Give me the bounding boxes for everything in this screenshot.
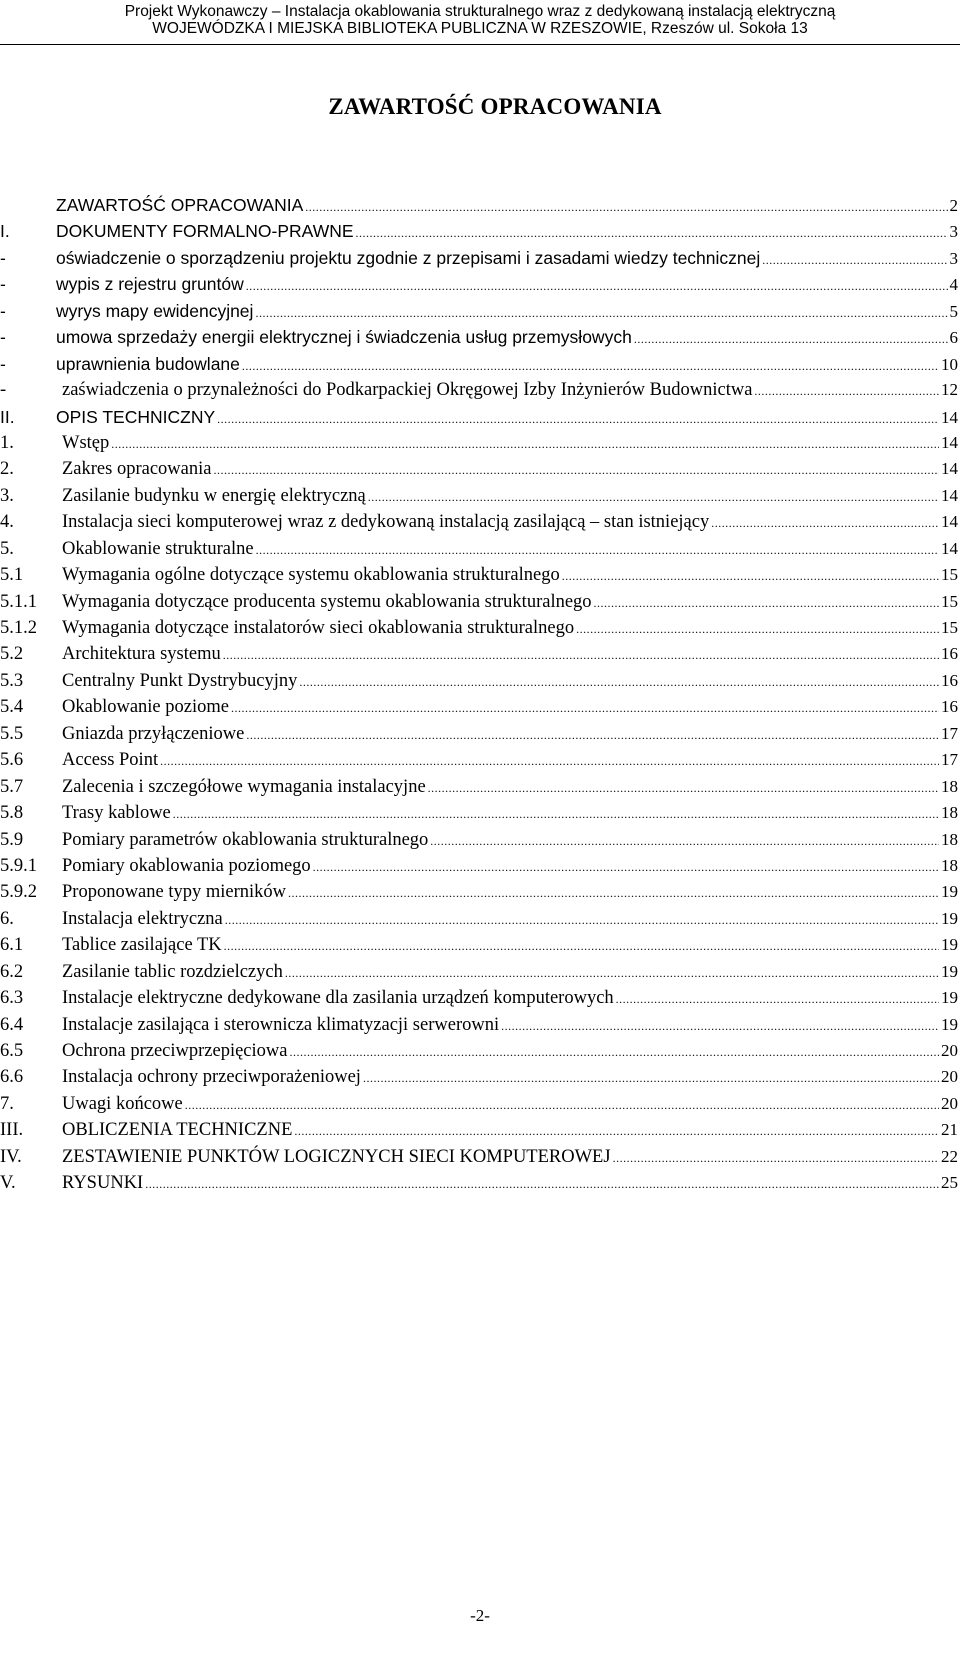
- toc-entry-title: Instalacje elektryczne dedykowane dla zasilania urządzeń komputerowych: [62, 988, 614, 1009]
- toc-entry-page: 14: [941, 485, 958, 505]
- toc-dot-leader: [634, 326, 948, 352]
- toc-dot-leader: [299, 669, 939, 695]
- toc-entry-number: 5.8: [0, 803, 24, 824]
- toc-dot-leader: [430, 828, 939, 854]
- toc-entry-number: 5.7: [0, 776, 24, 797]
- toc-entry-title: Centralny Punkt Dystrybucyjny: [62, 670, 298, 691]
- toc-entry-title: Instalacja ochrony przeciwporażeniowej: [62, 1067, 361, 1088]
- toc-entry-number: 5.6: [0, 750, 24, 771]
- toc-entry-page: 12: [941, 380, 958, 400]
- toc-entry[interactable]: [0, 747, 958, 773]
- toc-entry-number: 5.5: [0, 723, 24, 744]
- toc-dot-leader: [213, 457, 939, 483]
- toc-entry-title: Wymagania dotyczące instalatorów sieci okablowania strukturalnego: [62, 618, 575, 638]
- toc-entry-title: Ochrona przeciwprzepięciowa: [62, 1041, 288, 1061]
- toc-entry-page: 20: [941, 1067, 958, 1087]
- toc-entry-page: 14: [941, 512, 958, 532]
- toc-entry-number: 5.1.1: [0, 591, 37, 612]
- toc-entry-page: 15: [941, 591, 958, 611]
- toc-entry[interactable]: [0, 721, 958, 747]
- toc-entry-title: Tablice zasilające TK: [62, 935, 222, 956]
- toc-entry[interactable]: [0, 1117, 958, 1143]
- toc-entry-page: 3: [949, 222, 958, 242]
- toc-dot-leader: [185, 1092, 939, 1118]
- toc-entry-title: wyrys mapy ewidencyjnej: [56, 300, 254, 321]
- toc-entry-title: Zalecenia i szczegółowe wymagania instalacyjne: [62, 776, 426, 797]
- toc-dot-leader: [428, 775, 939, 801]
- toc-entry[interactable]: [0, 827, 958, 853]
- toc-entry-number: 1.: [0, 432, 14, 453]
- toc-dot-leader: [224, 933, 939, 959]
- toc-dot-leader: [145, 1171, 939, 1197]
- toc-entry-title: Trasy kablowe: [62, 803, 171, 824]
- toc-entry-title: Gniazda przyłączeniowe: [62, 723, 245, 744]
- toc-entry-number: 6.4: [0, 1014, 24, 1035]
- toc-entry-page: 18: [941, 776, 958, 796]
- toc-entry-page: 17: [941, 723, 958, 743]
- toc-entry-number: 7.: [0, 1093, 14, 1114]
- toc-dot-leader: [594, 590, 939, 616]
- toc-entry[interactable]: [0, 245, 958, 271]
- toc-entry-title: Zasilanie budynku w energię elektryczną: [62, 485, 366, 506]
- toc-entry[interactable]: [0, 218, 958, 244]
- toc-entry-page: 14: [941, 407, 958, 427]
- toc-entry-title: RYSUNKI: [62, 1173, 144, 1194]
- header-divider: [0, 44, 960, 45]
- toc-dot-leader: [217, 406, 939, 432]
- toc-dot-leader: [368, 484, 939, 510]
- toc-entry[interactable]: [0, 1064, 958, 1090]
- toc-entry-title: Instalacja sieci komputerowej wraz z dedykowaną instalacją zasilającą – stan istniejący: [62, 512, 710, 533]
- toc-dot-leader: [613, 1145, 939, 1171]
- toc-entry[interactable]: [0, 536, 958, 562]
- toc-entry-page: 14: [941, 538, 958, 558]
- toc-entry[interactable]: [0, 879, 958, 905]
- toc-entry[interactable]: [0, 615, 958, 641]
- toc-entry-page: 6: [949, 328, 958, 348]
- toc-entry-page: 19: [941, 961, 958, 981]
- toc-entry-number: 4.: [0, 512, 14, 533]
- toc-dot-leader: [111, 431, 939, 457]
- toc-entry-number: II.: [0, 406, 15, 427]
- toc-entry-number: -: [0, 327, 6, 348]
- toc-entry-page: 18: [941, 855, 958, 875]
- toc-dot-leader: [256, 537, 939, 563]
- toc-dot-leader: [289, 1039, 939, 1065]
- table-of-contents: [0, 192, 958, 1197]
- toc-entry[interactable]: [0, 483, 958, 509]
- toc-dot-leader: [711, 510, 939, 536]
- toc-entry[interactable]: [0, 800, 958, 826]
- toc-entry[interactable]: [0, 694, 958, 720]
- toc-entry[interactable]: [0, 985, 958, 1011]
- toc-entry-number: 5.1.2: [0, 618, 37, 638]
- toc-entry-page: 18: [941, 803, 958, 823]
- toc-entry-number: IV.: [0, 1146, 22, 1167]
- toc-dot-leader: [616, 986, 939, 1012]
- toc-entry-number: -: [0, 300, 6, 321]
- toc-dot-leader: [231, 695, 939, 721]
- toc-entry-page: 19: [941, 988, 958, 1008]
- toc-entry-title: Okablowanie poziome: [62, 697, 229, 718]
- toc-entry[interactable]: [0, 562, 958, 588]
- toc-dot-leader: [305, 194, 947, 220]
- toc-entry[interactable]: [0, 774, 958, 800]
- toc-entry-title: Wymagania dotyczące producenta systemu okablowania strukturalnego: [62, 591, 592, 612]
- header-institution-address: WOJEWÓDZKA I MIEJSKA BIBLIOTEKA PUBLICZNA W RZESZOWIE, Rzeszów ul. Sokoła 13: [152, 20, 808, 37]
- toc-entry-title: ZESTAWIENIE PUNKTÓW LOGICZNYCH SIECI KOMPUTEROWEJ: [62, 1146, 611, 1167]
- toc-entry-number: 5.9.2: [0, 882, 37, 903]
- toc-entry-number: 6.5: [0, 1041, 24, 1061]
- toc-entry-page: 14: [941, 459, 958, 479]
- toc-entry-number: -: [0, 247, 6, 268]
- toc-entry-page: 20: [941, 1041, 958, 1060]
- toc-entry-title: OPIS TECHNICZNY: [56, 406, 216, 427]
- toc-entry-title: Uwagi końcowe: [62, 1093, 183, 1114]
- toc-entry-page: 19: [941, 1014, 958, 1034]
- toc-entry-page: 10: [941, 354, 958, 374]
- toc-entry-number: -: [0, 380, 7, 401]
- toc-entry-page: 19: [941, 908, 958, 928]
- toc-entry[interactable]: [0, 404, 958, 430]
- toc-entry-page: 22: [941, 1146, 958, 1166]
- toc-entry[interactable]: [0, 324, 958, 350]
- toc-entry-title: Architektura systemu: [62, 644, 221, 665]
- toc-entry-title: Instalacje zasilająca i sterownicza klimatyzacji serwerowni: [62, 1014, 500, 1035]
- toc-dot-leader: [762, 247, 947, 273]
- toc-entry[interactable]: [0, 377, 958, 403]
- toc-entry-number: 3.: [0, 485, 14, 506]
- toc-entry-page: 20: [941, 1093, 958, 1113]
- toc-entry[interactable]: [0, 1091, 958, 1117]
- toc-entry-page: 16: [941, 670, 958, 690]
- toc-entry-page: 19: [941, 882, 958, 902]
- toc-entry-title: Zasilanie tablic rozdzielczych: [62, 961, 283, 982]
- toc-entry-number: 6.1: [0, 935, 24, 956]
- toc-entry-title: Pomiary okablowania poziomego: [62, 855, 311, 876]
- toc-dot-leader: [576, 616, 939, 642]
- toc-entry-number: 5.: [0, 538, 14, 559]
- toc-entry[interactable]: [0, 668, 958, 694]
- toc-entry-page: 2: [949, 196, 958, 215]
- toc-entry-title: Wstęp: [62, 432, 110, 453]
- toc-entry-number: 6.2: [0, 961, 24, 982]
- toc-entry-title: Wymagania ogólne dotyczące systemu okablowania strukturalnego: [62, 565, 560, 586]
- toc-dot-leader: [285, 960, 939, 986]
- toc-dot-leader: [356, 220, 948, 246]
- toc-entry-title: Pomiary parametrów okablowania strukturalnego: [62, 829, 429, 850]
- toc-entry-page: 21: [941, 1120, 958, 1140]
- toc-entry-page: 4: [949, 275, 958, 295]
- toc-entry-page: 17: [941, 750, 958, 770]
- toc-dot-leader: [246, 722, 939, 748]
- toc-entry-number: 6.: [0, 908, 14, 929]
- toc-entry-title: umowa sprzedaży energii elektrycznej i świadczenia usług przemysłowych: [56, 327, 632, 348]
- toc-dot-leader: [288, 880, 939, 906]
- toc-entry-page: 19: [941, 935, 958, 955]
- toc-entry[interactable]: [0, 641, 958, 667]
- toc-dot-leader: [160, 748, 939, 774]
- toc-entry-number: 6.6: [0, 1067, 24, 1088]
- toc-entry-title: uprawnienia budowlane: [56, 353, 240, 374]
- toc-dot-leader: [242, 353, 939, 379]
- toc-entry[interactable]: [0, 1144, 958, 1170]
- toc-entry[interactable]: [0, 589, 958, 615]
- toc-entry-number: 6.3: [0, 988, 24, 1009]
- toc-dot-leader: [313, 854, 939, 880]
- toc-entry-page: 3: [949, 248, 958, 268]
- toc-entry-title: Instalacja elektryczna: [62, 908, 223, 929]
- toc-entry[interactable]: [0, 906, 958, 932]
- toc-entry[interactable]: [0, 509, 958, 535]
- toc-entry[interactable]: [0, 298, 958, 324]
- toc-dot-leader: [173, 801, 939, 827]
- toc-entry-number: 5.9.1: [0, 855, 37, 876]
- toc-entry-title: Access Point: [62, 750, 159, 771]
- toc-entry-title: wypis z rejestru gruntów: [56, 274, 244, 295]
- toc-entry-title: zaświadczenia o przynależności do Podkarpackiej Okręgowej Izby Inżynierów Budownictwa: [62, 380, 753, 401]
- toc-entry-number: I.: [0, 221, 10, 242]
- toc-entry-page: 16: [941, 644, 958, 664]
- toc-entry[interactable]: [0, 271, 958, 297]
- toc-entry[interactable]: [0, 959, 958, 985]
- toc-entry-page: 15: [941, 565, 958, 585]
- document-title: ZAWARTOŚĆ OPRACOWANIA: [328, 94, 662, 119]
- toc-entry-title: Zakres opracowania: [62, 459, 212, 480]
- toc-entry-number: -: [0, 274, 6, 295]
- page-number: -2-: [470, 1606, 490, 1625]
- toc-entry-title: Proponowane typy mierników: [62, 882, 287, 903]
- toc-entry-page: 5: [949, 301, 958, 321]
- toc-entry[interactable]: [0, 456, 958, 482]
- toc-entry-page: 25: [941, 1173, 958, 1193]
- toc-entry[interactable]: [0, 1170, 958, 1196]
- toc-entry-title: OBLICZENIA TECHNICZNE: [62, 1120, 293, 1141]
- toc-dot-leader: [225, 907, 939, 933]
- toc-entry-number: 5.4: [0, 697, 24, 718]
- toc-entry-page: 16: [941, 697, 958, 717]
- toc-entry[interactable]: [0, 192, 958, 218]
- toc-entry-number: -: [0, 353, 6, 374]
- toc-entry[interactable]: [0, 1038, 958, 1064]
- toc-entry-title: DOKUMENTY FORMALNO-PRAWNE: [56, 221, 354, 242]
- toc-entry-number: 5.1: [0, 565, 24, 586]
- toc-entry-title: Okablowanie strukturalne: [62, 538, 254, 559]
- toc-entry-title: oświadczenie o sporządzeniu projektu zgodnie z przepisami i zasadami wiedzy technicznej: [56, 247, 761, 268]
- toc-dot-leader: [363, 1065, 939, 1091]
- toc-entry-number: 5.9: [0, 829, 24, 850]
- toc-entry-page: 15: [941, 618, 958, 637]
- toc-entry-page: 14: [941, 432, 958, 452]
- toc-dot-leader: [501, 1013, 939, 1039]
- toc-entry[interactable]: [0, 932, 958, 958]
- toc-entry-page: 18: [941, 829, 958, 849]
- running-header: [0, 0, 960, 48]
- toc-dot-leader: [255, 300, 947, 326]
- toc-entry-number: 2.: [0, 459, 14, 480]
- toc-entry[interactable]: [0, 853, 958, 879]
- header-project-title: Projekt Wykonawczy – Instalacja okablowania strukturalnego wraz z dedykowaną instalacją elektryczną: [124, 3, 836, 20]
- toc-entry[interactable]: [0, 351, 958, 377]
- toc-entry-number: V.: [0, 1173, 16, 1194]
- toc-entry-title: ZAWARTOŚĆ OPRACOWANIA: [56, 195, 304, 215]
- toc-dot-leader: [246, 273, 948, 299]
- toc-dot-leader: [754, 378, 939, 404]
- toc-entry-number: 5.2: [0, 644, 24, 665]
- toc-entry[interactable]: [0, 1012, 958, 1038]
- toc-entry-number: 5.3: [0, 670, 24, 691]
- toc-entry[interactable]: [0, 430, 958, 456]
- toc-dot-leader: [223, 642, 939, 668]
- toc-dot-leader: [562, 563, 939, 589]
- toc-entry-number: III.: [0, 1120, 24, 1141]
- toc-dot-leader: [294, 1118, 939, 1144]
